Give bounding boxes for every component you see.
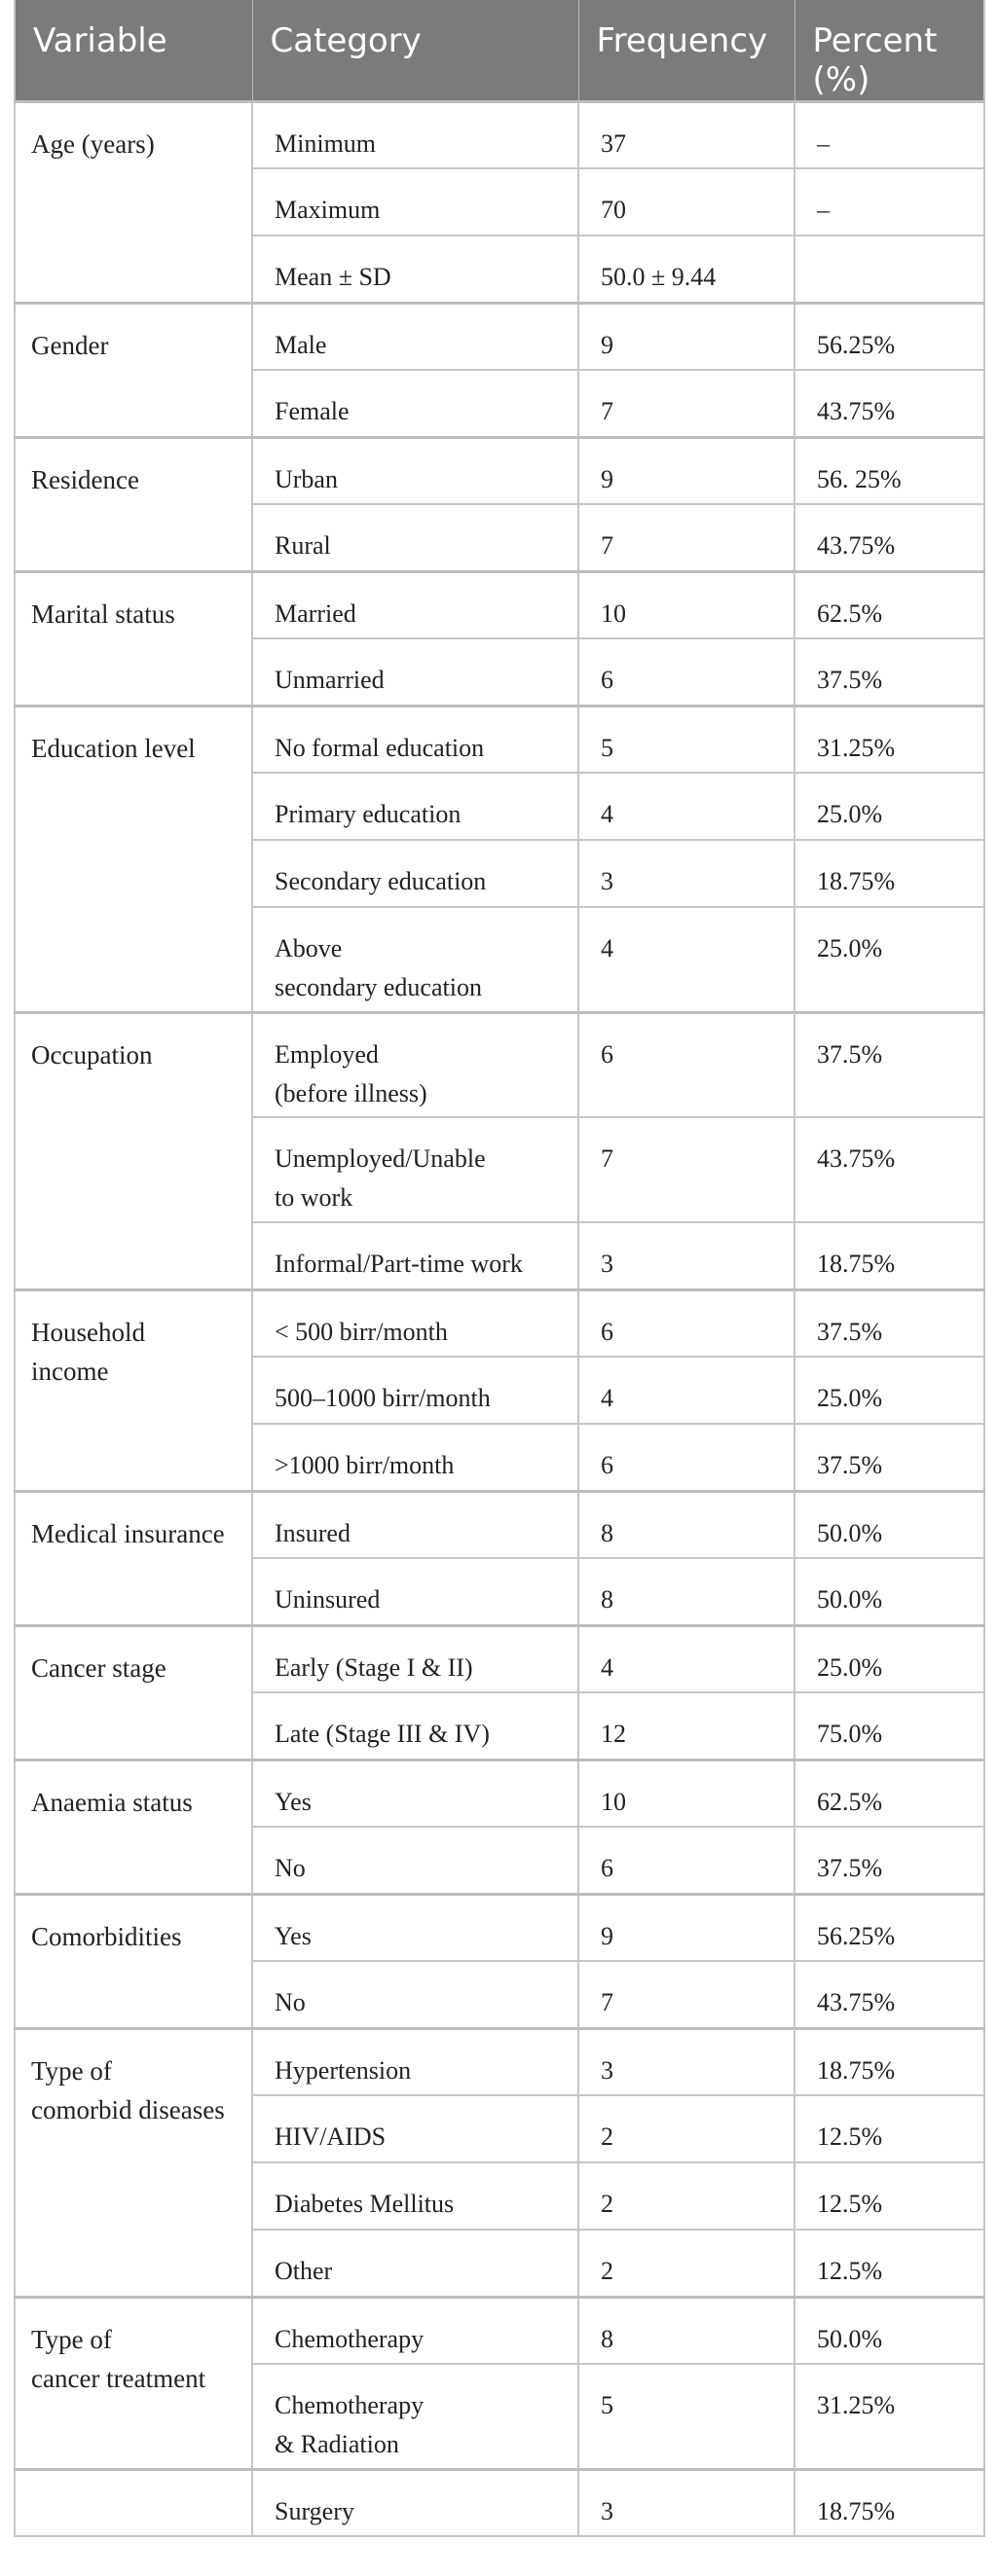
frequency-cell: 4 [578,907,795,1012]
percent-cell: 25.0% [795,773,984,840]
percent-cell: 31.25% [795,2364,984,2469]
variable-cell: Anaemia status [15,1760,252,1894]
percent-cell: 25.0% [795,1625,984,1692]
percent-cell: – [795,101,984,168]
frequency-cell: 6 [578,1012,795,1117]
category-cell: Maximum [252,168,578,236]
frequency-cell: 6 [578,1424,795,1491]
table-row [15,1760,984,1827]
frequency-cell: 37 [578,101,795,168]
demographics-table [14,0,985,2537]
category-cell: Insured [252,1491,578,1558]
percent-cell [795,236,984,303]
frequency-cell: 9 [578,437,795,504]
header-frequency: Frequency [578,0,795,101]
percent-cell: – [795,168,984,236]
frequency-cell: 12 [578,1692,795,1760]
percent-cell: 56.25% [795,303,984,370]
table-row [15,2297,984,2364]
category-cell: Male [252,303,578,370]
header-category: Category [252,0,578,101]
frequency-cell: 10 [578,571,795,638]
percent-cell: 43.75% [795,370,984,437]
variable-cell: Medical insurance [15,1491,252,1625]
frequency-cell: 2 [578,2095,795,2162]
percent-cell: 25.0% [795,1357,984,1424]
percent-cell: 37.5% [795,1827,984,1894]
frequency-cell: 8 [578,1558,795,1625]
frequency-cell: 6 [578,1827,795,1894]
frequency-cell: 7 [578,504,795,571]
percent-cell: 12.5% [795,2230,984,2297]
variable-cell: Age (years) [15,101,252,303]
percent-cell: 43.75% [795,1961,984,2028]
table-row [15,2469,984,2536]
variable-cell: Residence [15,437,252,571]
table-row [15,571,984,638]
category-cell: Married [252,571,578,638]
category-cell: Late (Stage III & IV) [252,1692,578,1760]
frequency-cell: 2 [578,2162,795,2230]
category-cell: Hypertension [252,2028,578,2095]
frequency-cell: 3 [578,1222,795,1289]
variable-cell: Type of comorbid diseases [15,2028,252,2297]
frequency-cell: 7 [578,370,795,437]
header-row [15,0,984,101]
frequency-cell: 4 [578,1357,795,1424]
percent-cell: 31.25% [795,706,984,773]
percent-cell: 50.0% [795,2297,984,2364]
table-row [15,1012,984,1117]
table-container [14,0,983,2537]
category-cell: Surgery [252,2469,578,2536]
category-cell: Yes [252,1760,578,1827]
category-cell: Urban [252,437,578,504]
category-cell: Unmarried [252,638,578,706]
category-cell: 500–1000 birr/month [252,1357,578,1424]
percent-cell: 50.0% [795,1491,984,1558]
frequency-cell: 7 [578,1117,795,1222]
variable-cell: Marital status [15,571,252,706]
table-row [15,706,984,773]
percent-cell: 12.5% [795,2095,984,2162]
frequency-cell: 7 [578,1961,795,2028]
percent-cell: 18.75% [795,840,984,907]
percent-cell: 37.5% [795,1424,984,1491]
table-row [15,2028,984,2095]
percent-cell: 37.5% [795,638,984,706]
table-row [15,303,984,370]
category-cell: No [252,1961,578,2028]
frequency-cell: 50.0 ± 9.44 [578,236,795,303]
category-cell: >1000 birr/month [252,1424,578,1491]
category-cell: No formal education [252,706,578,773]
category-cell: HIV/AIDS [252,2095,578,2162]
table-row [15,1289,984,1357]
percent-cell: 62.5% [795,571,984,638]
percent-cell: 25.0% [795,907,984,1012]
frequency-cell: 6 [578,638,795,706]
variable-cell: Cancer stage [15,1625,252,1760]
percent-cell: 56.25% [795,1894,984,1961]
table-header [15,0,984,101]
percent-cell: 50.0% [795,1558,984,1625]
percent-cell: 37.5% [795,1012,984,1117]
variable-cell: Comorbidities [15,1894,252,2028]
category-cell: Employed (before illness) [252,1012,578,1117]
frequency-cell: 4 [578,1625,795,1692]
percent-cell: 37.5% [795,1289,984,1357]
percent-cell: 43.75% [795,504,984,571]
category-cell: Above secondary education [252,907,578,1012]
table-row [15,1491,984,1558]
variable-cell [15,2469,252,2536]
percent-cell: 56. 25% [795,437,984,504]
frequency-cell: 8 [578,2297,795,2364]
frequency-cell: 2 [578,2230,795,2297]
category-cell: Chemotherapy & Radiation [252,2364,578,2469]
frequency-cell: 10 [578,1760,795,1827]
category-cell: Uninsured [252,1558,578,1625]
table-row [15,437,984,504]
table-row [15,1625,984,1692]
category-cell: Rural [252,504,578,571]
category-cell: Diabetes Mellitus [252,2162,578,2230]
variable-cell: Occupation [15,1012,252,1289]
category-cell: Secondary education [252,840,578,907]
variable-cell: Gender [15,303,252,437]
category-cell: < 500 birr/month [252,1289,578,1357]
variable-cell: Education level [15,706,252,1012]
category-cell: Chemotherapy [252,2297,578,2364]
category-cell: Female [252,370,578,437]
category-cell: No [252,1827,578,1894]
frequency-cell: 3 [578,2469,795,2536]
category-cell: Informal/Part-time work [252,1222,578,1289]
table-row [15,1894,984,1961]
percent-cell: 18.75% [795,1222,984,1289]
category-cell: Primary education [252,773,578,840]
percent-cell: 18.75% [795,2028,984,2095]
percent-cell: 12.5% [795,2162,984,2230]
category-cell: Early (Stage I & II) [252,1625,578,1692]
category-cell: Minimum [252,101,578,168]
category-cell: Mean ± SD [252,236,578,303]
frequency-cell: 3 [578,2028,795,2095]
frequency-cell: 5 [578,706,795,773]
category-cell: Unemployed/Unable to work [252,1117,578,1222]
table-row [15,101,984,168]
percent-cell: 62.5% [795,1760,984,1827]
percent-cell: 43.75% [795,1117,984,1222]
frequency-cell: 4 [578,773,795,840]
frequency-cell: 70 [578,168,795,236]
percent-cell: 18.75% [795,2469,984,2536]
frequency-cell: 9 [578,303,795,370]
category-cell: Yes [252,1894,578,1961]
header-variable: Variable [15,0,252,101]
percent-cell: 75.0% [795,1692,984,1760]
frequency-cell: 6 [578,1289,795,1357]
frequency-cell: 8 [578,1491,795,1558]
table-body [15,101,984,2536]
frequency-cell: 3 [578,840,795,907]
category-cell: Other [252,2230,578,2297]
header-percent: Percent (%) [795,0,984,101]
frequency-cell: 5 [578,2364,795,2469]
variable-cell: Type of cancer treatment [15,2297,252,2469]
variable-cell: Household income [15,1289,252,1491]
frequency-cell: 9 [578,1894,795,1961]
